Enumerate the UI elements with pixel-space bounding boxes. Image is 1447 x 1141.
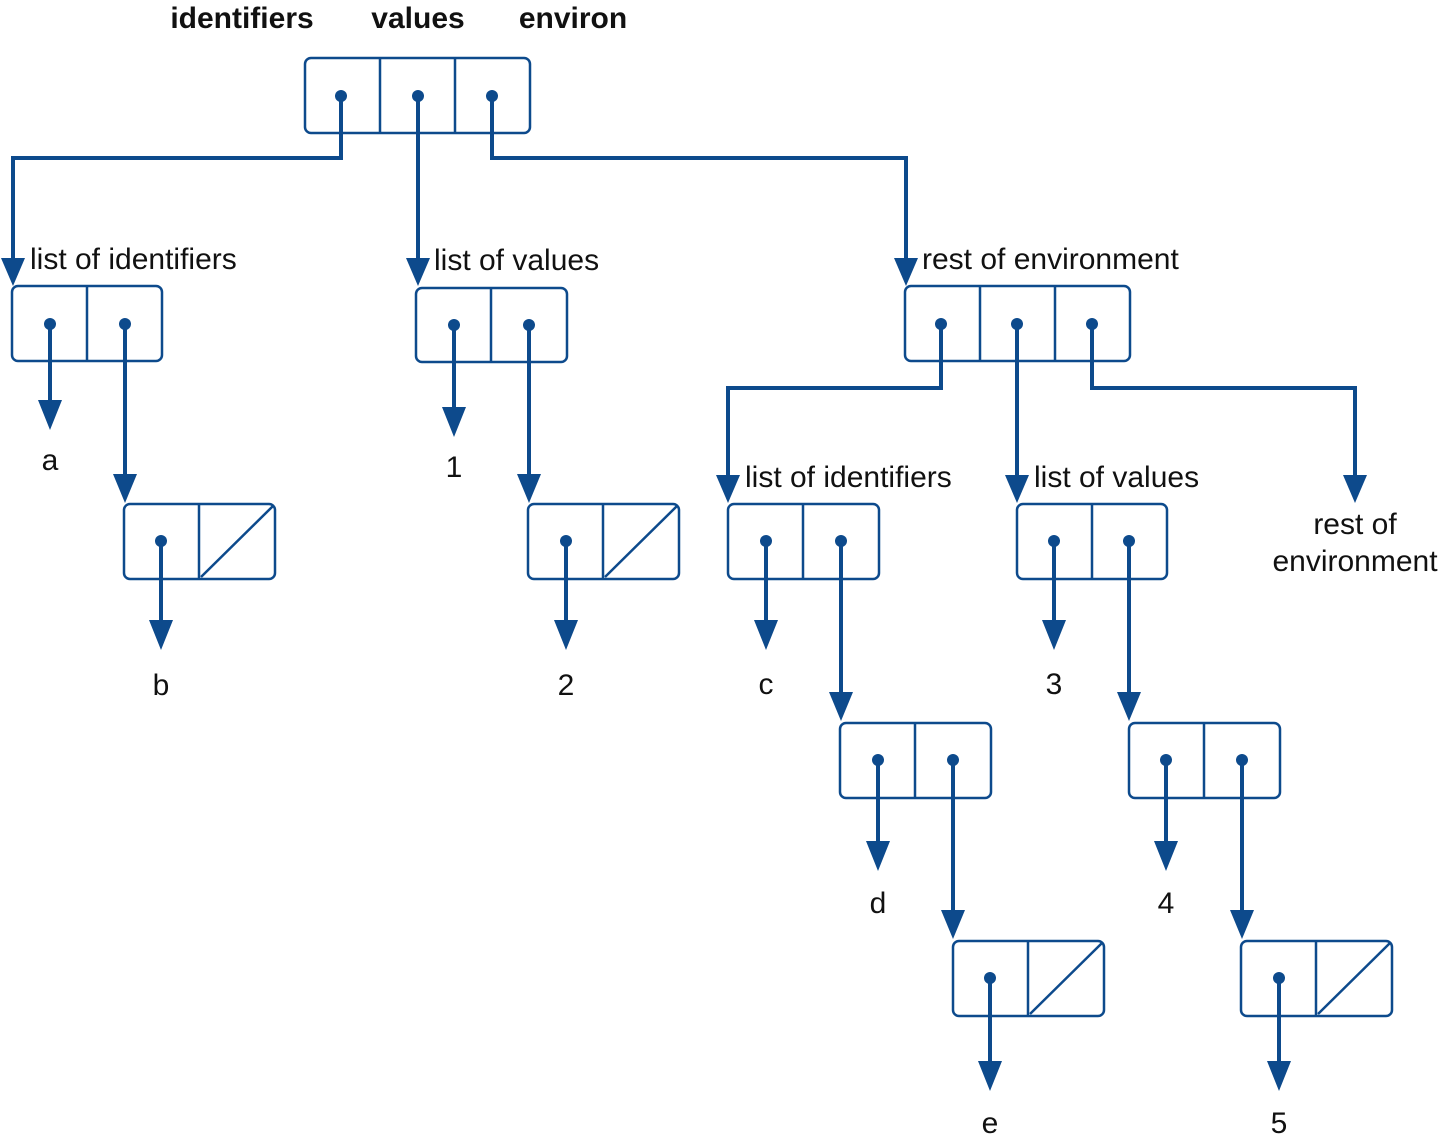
pointer-to-e — [978, 978, 1002, 1091]
rest-values-pointer — [1005, 324, 1029, 503]
atom-3: 3 — [1045, 668, 1063, 701]
atom-a: a — [41, 444, 59, 477]
label-list-of-identifiers-2: list of identifiers — [745, 461, 952, 494]
identifiers2-cell-1 — [728, 504, 879, 579]
pointer-to-b — [149, 541, 173, 650]
pointer-to-identifiers2-cell-2 — [829, 541, 853, 721]
values-pointer — [406, 96, 430, 286]
header-identifiers: identifiers — [170, 2, 314, 35]
values-cell-2 — [528, 504, 679, 579]
identifiers2-cell-2 — [840, 723, 991, 798]
values2-cell-1 — [1017, 504, 1167, 579]
atom-e: e — [981, 1107, 999, 1140]
atom-1: 1 — [445, 451, 463, 484]
pointer-to-values2-cell-2 — [1117, 541, 1141, 721]
label-list-of-values-2: list of values — [1034, 461, 1200, 494]
label-rest-of-environment: rest of environment — [922, 243, 1179, 276]
identifiers-cell-2 — [124, 504, 275, 579]
label-list-of-identifiers: list of identifiers — [30, 243, 237, 276]
atom-5: 5 — [1270, 1107, 1288, 1140]
pointer-to-3 — [1042, 541, 1066, 650]
atom-d: d — [869, 887, 887, 920]
pointer-to-a — [38, 324, 62, 430]
values2-cell-3 — [1241, 941, 1392, 1016]
pointer-to-identifiers-cell-2 — [113, 324, 137, 503]
pointer-to-values-cell-2 — [517, 325, 541, 503]
pointer-to-identifiers2-cell-3 — [941, 760, 965, 939]
values2-cell-2 — [1129, 723, 1280, 798]
label-list-of-values: list of values — [434, 244, 600, 277]
header-values: values — [371, 2, 465, 35]
pointer-to-4 — [1154, 760, 1178, 871]
pointer-to-5 — [1267, 978, 1291, 1091]
atom-b: b — [152, 669, 170, 702]
atom-c: c — [758, 668, 774, 701]
header-environ: environ — [518, 2, 628, 35]
identifiers-cell-1 — [12, 286, 162, 361]
pointer-to-2 — [554, 541, 578, 650]
values-cell-1 — [416, 288, 567, 362]
pointer-to-1 — [442, 325, 466, 437]
atom-4: 4 — [1157, 887, 1175, 920]
atom-2: 2 — [557, 669, 575, 702]
identifiers2-cell-3 — [953, 941, 1104, 1016]
label-environment: environment — [1272, 545, 1438, 578]
pointer-to-d — [866, 760, 890, 871]
pointer-to-c — [754, 541, 778, 650]
pointer-to-values2-cell-3 — [1230, 760, 1254, 939]
label-rest-of: rest of — [1313, 508, 1397, 541]
